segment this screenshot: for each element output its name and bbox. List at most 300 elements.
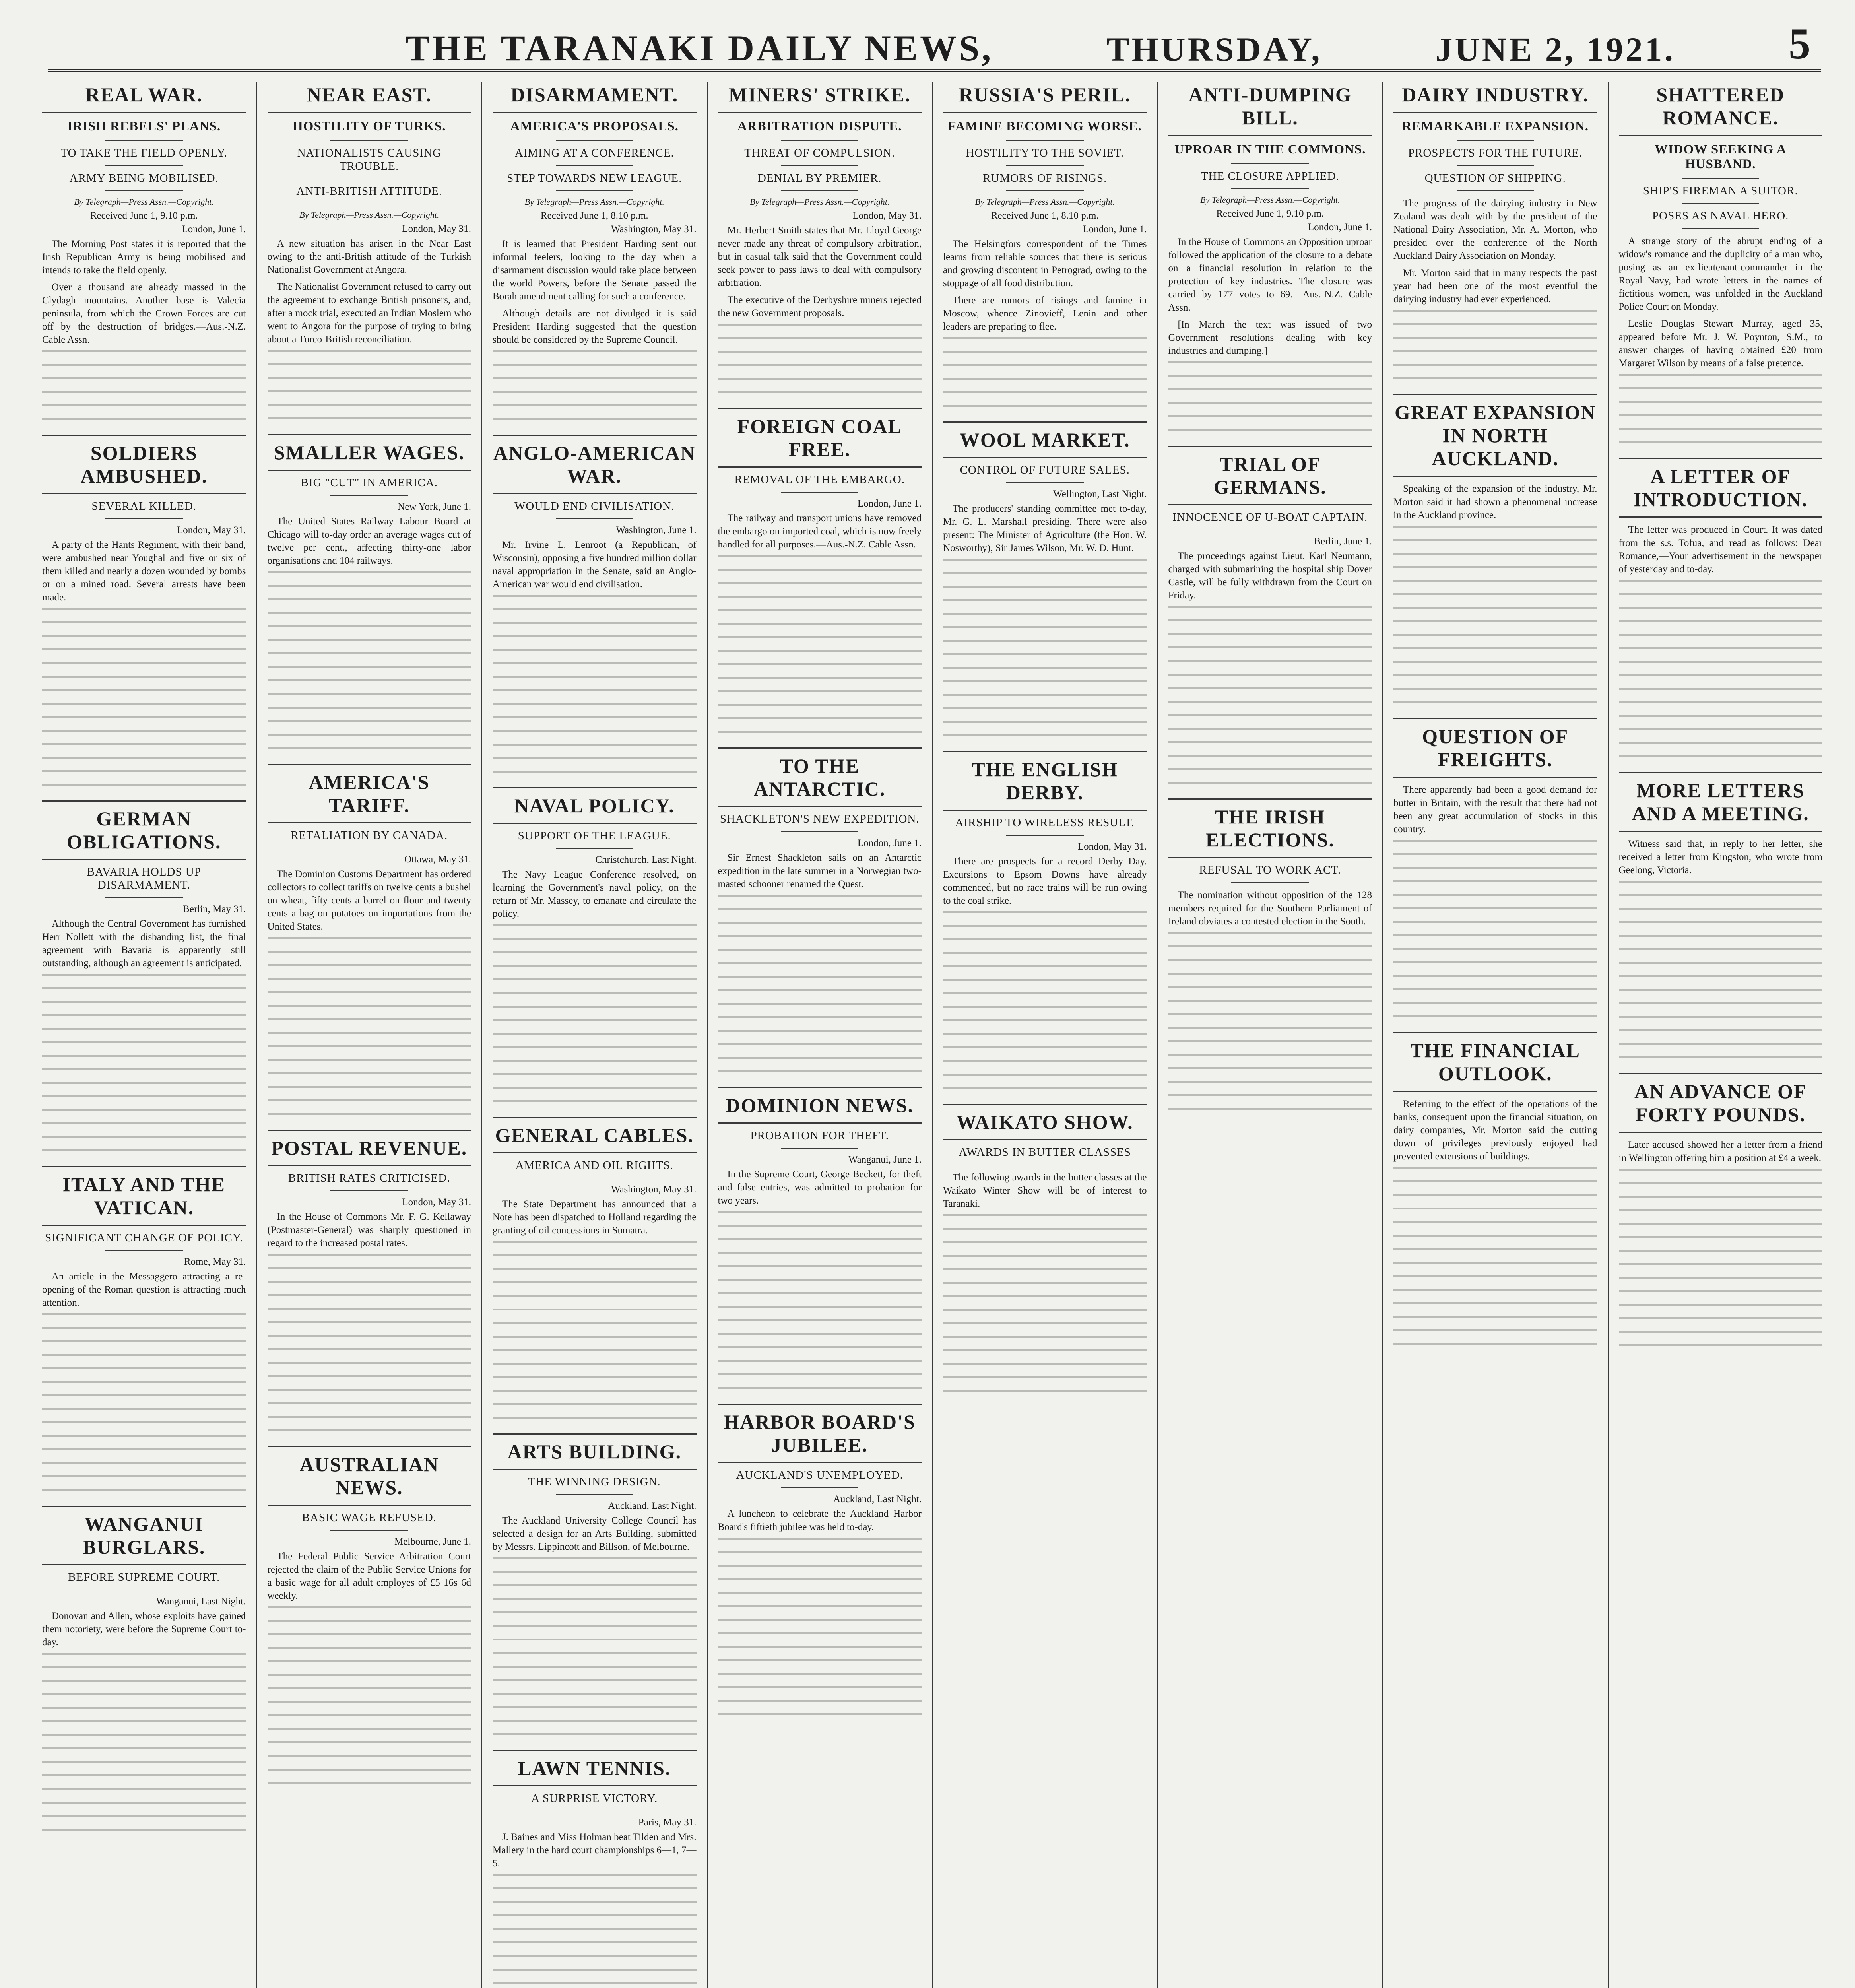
text-line (1619, 1182, 1823, 1193)
section-rule (718, 747, 922, 749)
dateline: London, June 1. (1308, 222, 1372, 233)
text-line (268, 679, 472, 691)
section-heading: QUESTION OF FREIGHTS. (1422, 725, 1569, 771)
section-subheading: SIGNIFICANT CHANGE OF POLICY. (45, 1231, 243, 1244)
subheading: UPROAR IN THE COMMONS. (1174, 142, 1366, 157)
text-line (493, 1982, 697, 1988)
section-heading: LAWN TENNIS. (518, 1757, 671, 1779)
text-line (718, 1225, 922, 1236)
text-line (943, 1363, 1147, 1374)
text-line (268, 1045, 472, 1056)
text-line (42, 974, 246, 985)
section-heading: AMERICA'S TARIFF. (309, 771, 430, 816)
text-line (268, 1254, 472, 1265)
text-line (718, 1551, 922, 1562)
text-line (268, 1281, 472, 1292)
column-1 (32, 82, 256, 1988)
text-line (493, 1625, 697, 1636)
text-line (718, 1292, 922, 1303)
text-line (1619, 1344, 1823, 1355)
text-line (1619, 1169, 1823, 1180)
text-line (1168, 619, 1372, 631)
text-line (493, 1887, 697, 1899)
text-line (1168, 361, 1372, 373)
text-line (42, 608, 246, 619)
section-subheading: A SURPRISE VICTORY. (531, 1792, 658, 1805)
text-line (42, 1815, 246, 1826)
text-line (493, 404, 697, 415)
text-line (493, 676, 697, 687)
text-line (42, 1367, 246, 1378)
section-rule (1393, 1091, 1597, 1092)
text-line (1619, 962, 1823, 973)
divider (1006, 482, 1084, 483)
section-heading: ARTS BUILDING. (507, 1441, 681, 1463)
text-line (42, 1666, 246, 1677)
text-line (718, 690, 922, 701)
text-line (1393, 377, 1597, 388)
text-line (268, 1687, 472, 1699)
text-line (1619, 894, 1823, 905)
dateline: London, May 31. (402, 223, 471, 234)
text-line (1393, 526, 1597, 537)
text-line (718, 391, 922, 402)
section-rule (1619, 516, 1823, 518)
section-rule (493, 1152, 697, 1153)
text-line (943, 626, 1147, 637)
text-line (42, 1055, 246, 1066)
divider (781, 1148, 858, 1149)
text-line (268, 1032, 472, 1043)
text-line (943, 1241, 1147, 1252)
text-line (268, 598, 472, 610)
text-line (1393, 1015, 1597, 1027)
section-subheading: SUPPORT OF THE LEAGUE. (518, 829, 671, 842)
section-rule (1619, 458, 1823, 459)
text-line (718, 1057, 922, 1068)
section-heading: AUSTRALIAN NEWS. (299, 1453, 439, 1499)
text-line (1168, 1040, 1372, 1051)
text-line (268, 652, 472, 664)
divider (556, 1494, 633, 1495)
section-rule (1168, 798, 1372, 800)
section-rule (1393, 394, 1597, 395)
text-line (1393, 634, 1597, 645)
text-line (42, 1475, 246, 1487)
text-line (42, 1149, 246, 1161)
text-line (1168, 660, 1372, 671)
section-rule (42, 435, 246, 436)
section-paragraph: Donovan and Allen, whose exploits have gained them notoriety, were before the Supreme Court to-day. (42, 1611, 246, 1648)
section-rule (268, 764, 472, 765)
text-line (1393, 1180, 1597, 1192)
text-line (493, 608, 697, 619)
divider (1006, 190, 1084, 191)
article-paragraph: A strange story of the abrupt ending of a widow's romance and the duplicity of a man who, posing as an ex-lieutenant-commander in the Royal Navy, had wrote letters in the names of fictitious women, was unfolded in the Auckland Police Court on Monday. (1618, 236, 1822, 312)
text-line (1393, 1167, 1597, 1178)
text-line (268, 1755, 472, 1766)
text-line (1619, 1290, 1823, 1301)
subheading: RUMORS OF RISINGS. (983, 172, 1107, 184)
text-line (493, 1901, 697, 1912)
divider (1231, 188, 1309, 189)
section-rule (493, 787, 697, 788)
section-paragraph: The State Department has announced that a Note has been dispatched to Holland regarding the granting of oil concessions in Sumatra. (493, 1199, 697, 1236)
section-dateline: Berlin, May 31. (183, 904, 246, 914)
text-line (1619, 1223, 1823, 1234)
text-line (1619, 701, 1823, 712)
text-line (268, 1072, 472, 1083)
section-rule (1619, 772, 1823, 773)
section-paragraph: The following awards in the butter classes at the Waikato Winter Show will be of interest to Taranaki. (943, 1172, 1147, 1209)
text-line (493, 689, 697, 701)
text-line (493, 1706, 697, 1717)
text-line (1393, 907, 1597, 918)
divider (105, 190, 183, 191)
section-paragraph: The Auckland University College Council has selected a design for an Arts Building, submitted by Messrs. Lippincott and Billson, of Melbourne. (493, 1515, 697, 1552)
divider (556, 848, 633, 849)
text-line (268, 1099, 472, 1110)
byline: By Telegraph—Press Assn.—Copyright. (74, 197, 214, 207)
text-line (42, 689, 246, 700)
text-line (268, 1782, 472, 1793)
section-subheading: SEVERAL KILLED. (91, 500, 197, 513)
section-rule (1168, 446, 1372, 447)
text-line (42, 662, 246, 673)
text-line (1619, 414, 1823, 425)
text-line (718, 1578, 922, 1589)
text-line (1619, 1331, 1823, 1342)
divider (1231, 882, 1309, 883)
text-line (493, 1309, 697, 1320)
section-rule (943, 810, 1147, 811)
text-line (42, 1774, 246, 1786)
section-subheading: WOULD END CIVILISATION. (514, 500, 675, 513)
text-line (493, 1046, 697, 1057)
section-heading: ANGLO-AMERICAN WAR. (493, 442, 696, 487)
received-line: Received June 1, 9.10 p.m. (90, 210, 198, 221)
section-rule (268, 1130, 472, 1131)
section-heading: DOMINION NEWS. (726, 1094, 914, 1116)
section-dateline: Rome, May 31. (184, 1256, 246, 1267)
section-paragraph: In the Supreme Court, George Beckett, for theft and false entries, was admitted to probation for two years. (718, 1169, 922, 1206)
text-line (493, 1019, 697, 1030)
section-rule (718, 1122, 922, 1124)
text-line (42, 1653, 246, 1664)
text-line (268, 747, 472, 758)
section-dateline: Christchurch, Last Night. (595, 854, 697, 865)
text-line (1168, 714, 1372, 725)
text-line (42, 987, 246, 998)
text-line (1619, 935, 1823, 946)
section-paragraph: A luncheon to celebrate the Auckland Harbor Board's fiftieth jubilee was held to-day. (718, 1508, 922, 1532)
text-line (943, 1309, 1147, 1320)
text-line (1393, 323, 1597, 334)
text-line (943, 1376, 1147, 1388)
text-line (1393, 894, 1597, 905)
text-line (493, 1033, 697, 1044)
text-line (493, 364, 697, 375)
text-line (1619, 620, 1823, 631)
text-line (268, 1701, 472, 1712)
heading-rule (493, 112, 697, 113)
column-heading: SHATTERED ROMANCE. (1656, 83, 1785, 129)
text-line (493, 1073, 697, 1084)
text-line (718, 337, 922, 348)
dateline: London, May 31. (852, 210, 922, 221)
section-rule (493, 1785, 697, 1786)
text-line (718, 1333, 922, 1344)
section-dateline: Auckland, Last Night. (608, 1501, 697, 1511)
text-line (268, 571, 472, 582)
text-line (42, 1109, 246, 1120)
heading-rule (42, 112, 246, 113)
text-line (493, 757, 697, 768)
received-line: Received June 1, 9.10 p.m. (1216, 208, 1324, 219)
text-line (1619, 674, 1823, 685)
section-rule (493, 1469, 697, 1470)
column-heading: ANTI-DUMPING BILL. (1188, 83, 1352, 129)
text-line (42, 716, 246, 727)
divider (781, 831, 858, 832)
text-line (42, 1354, 246, 1365)
text-line (718, 1043, 922, 1054)
page-number: 5 (1789, 19, 1813, 68)
text-line (42, 1041, 246, 1052)
text-line (718, 596, 922, 607)
text-line (493, 1679, 697, 1690)
byline: By Telegraph—Press Assn.—Copyright. (750, 197, 890, 207)
text-line (1168, 388, 1372, 400)
section-dateline: Auckland, Last Night. (833, 1494, 922, 1505)
section-rule (493, 1433, 697, 1435)
text-line (268, 639, 472, 650)
text-line (493, 1557, 697, 1569)
section-paragraph: Later accused showed her a letter from a friend in Wellington offering him a position at £4 a week. (1618, 1140, 1822, 1163)
section-paragraph: The Federal Public Service Arbitration Court rejected the claim of the Public Service Unions for a basic wage for all adult employes of £5 16s 6d weekly. (267, 1551, 471, 1601)
article-paragraph: The Helsingfors correspondent of the Times learns from reliable sources that there is serious and growing discontent in Petrograd, owing to the stoppage of all food distribution. (943, 239, 1147, 289)
divider (330, 495, 408, 496)
text-line (1393, 1275, 1597, 1286)
text-line (943, 911, 1147, 922)
subheading: AMERICA'S PROPOSALS. (510, 119, 679, 134)
article-paragraph: Leslie Douglas Stewart Murray, aged 35, appeared before Mr. J. W. Poynton, S.M., to answer charges of having obtained £20 from Margaret Wilson by means of a false pretence. (1618, 318, 1822, 369)
byline: By Telegraph—Press Assn.—Copyright. (975, 197, 1115, 207)
section-subheading: THE WINNING DESIGN. (528, 1475, 661, 1488)
text-line (268, 707, 472, 718)
text-line (718, 582, 922, 593)
text-line (268, 734, 472, 745)
text-line (1393, 607, 1597, 618)
section-rule (718, 1404, 922, 1405)
divider (556, 165, 633, 166)
section-rule (943, 457, 1147, 458)
section-heading: GERMAN OBLIGATIONS. (67, 808, 221, 853)
text-line (1168, 986, 1372, 997)
text-line (493, 703, 697, 714)
divider (1682, 178, 1759, 179)
subheading: ARBITRATION DISPUTE. (737, 119, 902, 134)
text-line (718, 922, 922, 933)
subheading: TO TAKE THE FIELD OPENLY. (60, 147, 228, 159)
text-line (943, 1282, 1147, 1293)
divider (1457, 140, 1534, 141)
text-line (718, 1003, 922, 1014)
text-line (718, 1346, 922, 1357)
text-line (42, 1028, 246, 1039)
text-line (493, 350, 697, 361)
text-line (718, 704, 922, 715)
section-rule (718, 1462, 922, 1463)
text-line (1393, 350, 1597, 361)
text-line (1619, 1056, 1823, 1068)
divider (1006, 140, 1084, 141)
section-rule (943, 1104, 1147, 1105)
subheading: WIDOW SEEKING A HUSBAND. (1654, 142, 1787, 171)
text-line (493, 1100, 697, 1111)
section-paragraph: The United States Railway Labour Board at Chicago will to-day order an average wages cut of twelve per cent., affecting thirty-one labor organisations and 104 railways. (267, 516, 471, 566)
section-subheading: AIRSHIP TO WIRELESS RESULT. (955, 816, 1135, 829)
text-line (42, 784, 246, 795)
heading-rule (268, 112, 472, 113)
text-line (1619, 688, 1823, 699)
section-subheading: BAVARIA HOLDS UP DISARMAMENT. (87, 866, 201, 891)
text-line (1619, 908, 1823, 919)
text-line (268, 1633, 472, 1644)
divider (105, 897, 183, 898)
divider (781, 1487, 858, 1488)
text-line (42, 1448, 246, 1460)
section-paragraph: J. Baines and Miss Holman beat Tilden and Mrs. Mallery in the hard court championships 6—1, 7—5. (493, 1832, 697, 1869)
text-line (268, 350, 472, 361)
text-line (268, 1267, 472, 1278)
section-subheading: REMOVAL OF THE EMBARGO. (734, 473, 905, 486)
text-line (943, 378, 1147, 389)
text-line (718, 1686, 922, 1697)
section-paragraph: The proceedings against Lieut. Karl Neumann, charged with submarining the hospital ship Dover Castle, will be fully withdrawn from the Court on Friday. (1168, 551, 1372, 601)
text-line (42, 1408, 246, 1419)
text-line (718, 976, 922, 987)
text-line (1168, 932, 1372, 943)
text-line (493, 1006, 697, 1017)
text-line (1168, 429, 1372, 440)
subheading: AIMING AT A CONFERENCE. (514, 147, 674, 159)
section-paragraph: A party of the Hants Regiment, with their band, were ambushed near Youghal and five or six of them killed and nearly a dozen wounded by bombs or on a mined road. Several arrests have been made. (42, 540, 246, 603)
text-line (1168, 1013, 1372, 1024)
column-4 (707, 82, 932, 1988)
text-line (493, 924, 697, 936)
text-line (943, 965, 1147, 977)
section-rule (493, 1750, 697, 1751)
divider (105, 1250, 183, 1251)
text-line (42, 1489, 246, 1500)
text-line (268, 377, 472, 388)
masthead (48, 10, 1821, 72)
text-line (1619, 401, 1823, 412)
text-line (1168, 1094, 1372, 1105)
text-line (1393, 566, 1597, 577)
heading-rule (1168, 135, 1372, 136)
text-line (1619, 989, 1823, 1000)
text-line (1168, 945, 1372, 957)
divider (1682, 203, 1759, 204)
text-line (42, 1788, 246, 1799)
text-line (1619, 661, 1823, 672)
text-line (718, 731, 922, 742)
text-line (42, 1340, 246, 1351)
divider (556, 190, 633, 191)
text-line (1168, 1108, 1372, 1119)
text-line (42, 730, 246, 741)
text-line (718, 1565, 922, 1576)
text-line (943, 1087, 1147, 1098)
section-subheading: PROBATION FOR THEFT. (750, 1129, 889, 1142)
text-line (1393, 1221, 1597, 1232)
section-heading: THE IRISH ELECTIONS. (1205, 806, 1335, 851)
text-line (1619, 441, 1823, 452)
section-rule (718, 806, 922, 807)
text-line (1619, 742, 1823, 753)
text-line (718, 378, 922, 389)
text-line (943, 572, 1147, 583)
text-line (493, 1733, 697, 1744)
text-line (42, 1394, 246, 1406)
text-line (493, 1611, 697, 1623)
text-line (493, 1666, 697, 1677)
text-line (943, 391, 1147, 402)
text-line (493, 1295, 697, 1306)
section-rule (1393, 476, 1597, 477)
text-line (943, 586, 1147, 597)
text-line (718, 650, 922, 661)
text-line (1393, 620, 1597, 631)
divider (1231, 163, 1309, 164)
section-subheading: AUCKLAND'S UNEMPLOYED. (736, 1469, 903, 1481)
text-line (1168, 1054, 1372, 1065)
section-heading: SMALLER WAGES. (274, 441, 465, 464)
text-line (943, 1228, 1147, 1239)
text-line (1168, 728, 1372, 739)
text-line (1393, 688, 1597, 699)
text-line (268, 1620, 472, 1631)
divider (1682, 228, 1759, 229)
section-subheading: AWARDS IN BUTTER CLASSES (959, 1146, 1131, 1159)
text-line (1393, 364, 1597, 375)
section-subheading: BIG "CUT" IN AMERICA. (301, 476, 438, 489)
text-line (718, 1713, 922, 1724)
text-line (1393, 934, 1597, 945)
section-paragraph: The Navy League Conference resolved, on learning the Government's naval policy, on the return of Mr. Massey, to emanate and circulate the policy. (493, 869, 697, 919)
text-line (718, 895, 922, 906)
subheading: IRISH REBELS' PLANS. (67, 119, 221, 134)
text-line (493, 1363, 697, 1374)
section-paragraph: The Dominion Customs Department has ordered collectors to collect tariffs on twelve cents a bushel on wheat, fifty cents a barrel on flour and twenty cents a bag on potatoes on importations from the United States. (267, 869, 471, 932)
text-line (42, 1421, 246, 1433)
text-line (493, 1390, 697, 1401)
text-line (1168, 646, 1372, 658)
subheading: THREAT OF COMPULSION. (744, 147, 895, 159)
text-line (943, 707, 1147, 718)
dateline: London, June 1. (182, 224, 246, 235)
text-line (493, 418, 697, 429)
text-line (42, 743, 246, 754)
text-line (1619, 1304, 1823, 1315)
section-heading: WANGANUI BURGLARS. (83, 1513, 206, 1558)
text-line (1393, 337, 1597, 348)
section-paragraph: The railway and transport unions have removed the embargo on imported coal, which is now freely handled for all purposes.—Aus.-N.Z. Cable Assn. (718, 513, 922, 550)
text-line (42, 418, 246, 429)
text-line (493, 1268, 697, 1279)
